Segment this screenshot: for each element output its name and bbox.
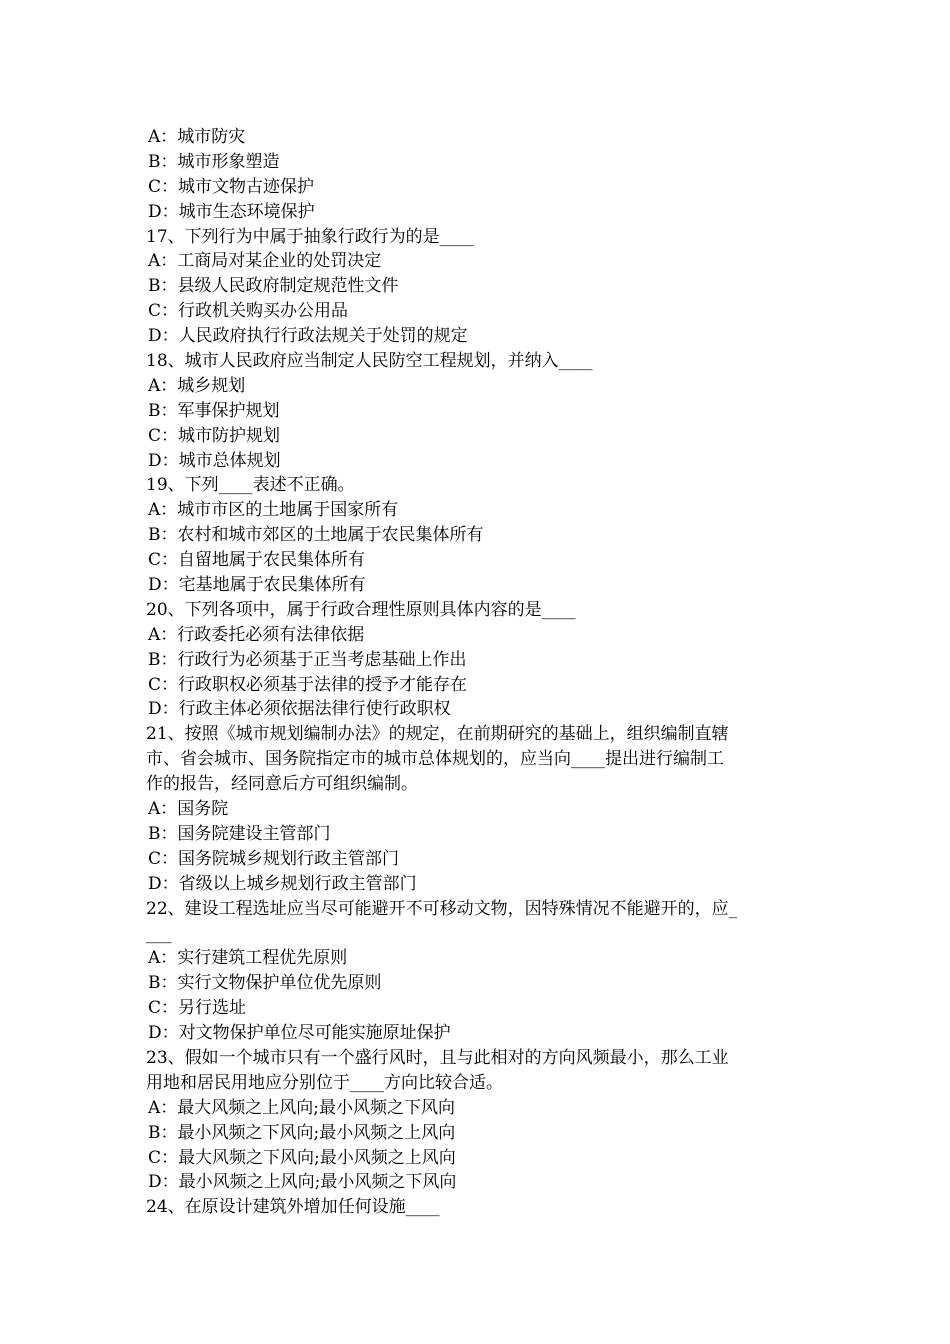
question-text: ___: [146, 923, 172, 944]
answer-option: C：另行选址: [148, 998, 247, 1019]
answer-option: B：行政行为必须基于正当考虑基础上作出: [148, 649, 467, 670]
answer-option: B：农村和城市郊区的土地属于农民集体所有: [148, 525, 484, 546]
answer-option: D：城市总体规划: [148, 450, 281, 471]
answer-option: A：工商局对某企业的处罚决定: [148, 251, 382, 272]
answer-option: B：最小风频之下风向;最小风频之上风向: [148, 1122, 456, 1143]
question-text: 23、假如一个城市只有一个盛行风时，且与此相对的方向风频最小，那么工业: [146, 1047, 729, 1068]
question-text: 17、下列行为中属于抽象行政行为的是____: [146, 226, 474, 247]
answer-option: C：城市文物古迹保护: [148, 176, 315, 197]
answer-option: D：最小风频之上风向;最小风频之下风向: [148, 1172, 457, 1193]
answer-option: C：行政机关购买办公用品: [148, 301, 349, 322]
question-text: 19、下列____表述不正确。: [146, 475, 355, 496]
question-text: 21、按照《城市规划编制办法》的规定，在前期研究的基础上，组织编制直辖: [146, 724, 729, 745]
answer-option: A：最大风频之上风向;最小风频之下风向: [148, 1097, 456, 1118]
question-list: [146, 125, 810, 1220]
answer-option: C：国务院城乡规划行政主管部门: [148, 848, 400, 869]
question-text: 18、城市人民政府应当制定人民防空工程规划，并纳入____: [146, 351, 593, 372]
answer-option: D：城市生态环境保护: [148, 201, 315, 222]
answer-option: B：国务院建设主管部门: [148, 823, 331, 844]
answer-option: D：人民政府执行行政法规关于处罚的规定: [148, 326, 468, 347]
answer-option: A：行政委托必须有法律依据: [148, 624, 365, 645]
answer-option: A：城市防灾: [148, 127, 246, 147]
question-text: 作的报告，经同意后方可组织编制。: [146, 774, 418, 795]
answer-option: D：行政主体必须依据法律行使行政职权: [148, 699, 451, 720]
answer-option: B：军事保护规划: [148, 400, 280, 421]
question-text: 22、建设工程选址应当尽可能避开不可移动文物，因特殊情况不能避开的，应_: [146, 898, 738, 919]
question-text: 24、在原设计建筑外增加任何设施____: [146, 1197, 440, 1218]
answer-option: C：城市防护规划: [148, 425, 281, 446]
answer-option: A：城乡规划: [148, 375, 246, 396]
answer-option: D：对文物保护单位尽可能实施原址保护: [148, 1023, 451, 1044]
answer-option: D：省级以上城乡规划行政主管部门: [148, 873, 417, 894]
answer-option: A：国务院: [148, 799, 229, 820]
answer-option: B：县级人民政府制定规范性文件: [148, 276, 399, 297]
question-text: 市、省会城市、国务院指定市的城市总体规划的，应当向____提出进行编制工: [146, 749, 724, 770]
answer-option: C：最大风频之下风向;最小风频之上风向: [148, 1147, 456, 1168]
answer-option: B：实行文物保护单位优先原则: [148, 973, 382, 994]
answer-option: D：宅基地属于农民集体所有: [148, 575, 366, 596]
question-text: 用地和居民用地应分别位于____方向比较合适。: [146, 1072, 503, 1093]
answer-option: A：实行建筑工程优先原则: [148, 948, 348, 969]
answer-option: C：行政职权必须基于法律的授予才能存在: [148, 674, 468, 695]
answer-option: A：城市市区的土地属于国家所有: [148, 500, 399, 521]
answer-option: B：城市形象塑造: [148, 151, 280, 172]
question-text: 20、下列各项中，属于行政合理性原则具体内容的是____: [146, 599, 576, 620]
answer-option: C：自留地属于农民集体所有: [148, 550, 366, 571]
